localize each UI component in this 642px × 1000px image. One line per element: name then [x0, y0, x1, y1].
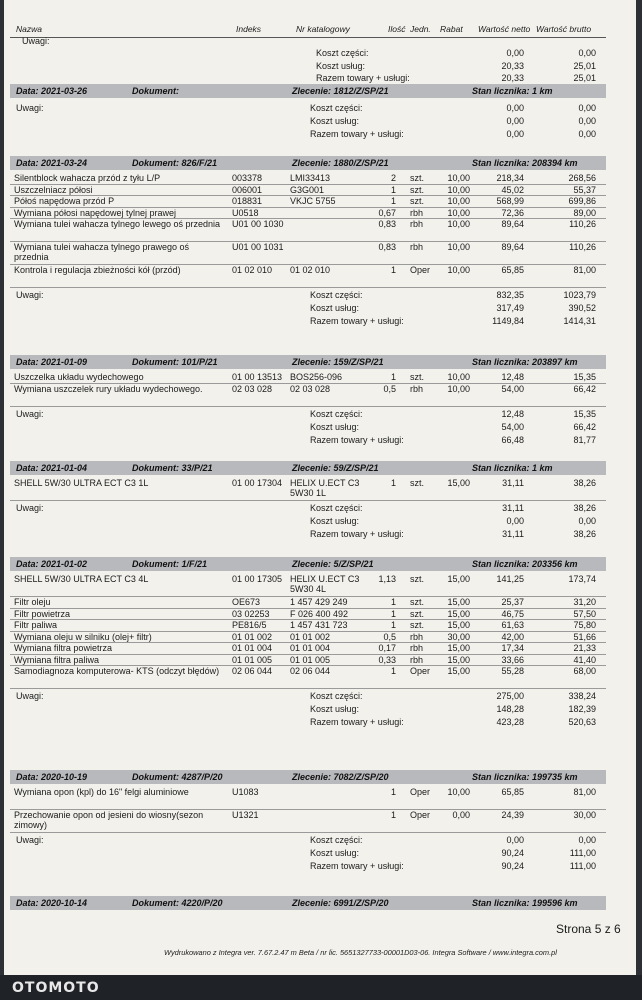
row-gross: 38,26 — [573, 478, 596, 488]
row-unit: szt. — [410, 574, 425, 584]
row-discount: 15,00 — [447, 574, 470, 584]
row-net: 89,64 — [501, 242, 524, 252]
total-gross: 390,52 — [568, 303, 596, 313]
uwagi-label: Uwagi: — [22, 36, 50, 46]
row-unit: rbh — [410, 207, 424, 218]
row-rule — [10, 688, 606, 689]
row-qty: 1 — [390, 608, 396, 619]
row-qty: 1 — [390, 666, 396, 676]
row-index: 01 01 005 — [232, 654, 273, 665]
row-index: 018831 — [232, 196, 263, 206]
header-col-unit: Jedn. — [410, 24, 431, 34]
row-rule — [10, 406, 606, 407]
total-label: Koszt usług: — [310, 116, 360, 126]
total-gross: 38,26 — [573, 529, 596, 539]
total-label: Koszt części: — [310, 290, 363, 300]
row-unit: szt. — [410, 608, 425, 619]
row-discount: 15,00 — [447, 478, 470, 488]
header-col-net: Wartość netto — [478, 24, 531, 34]
total-label: Razem towary + usługi: — [316, 73, 410, 83]
row-catalog: F 026 400 492 — [290, 608, 349, 619]
row-discount: 10,00 — [447, 219, 470, 229]
section-order: Zlecenie: 6991/Z/SP/20 — [292, 898, 389, 908]
row-index: U1083 — [232, 787, 259, 797]
row-gross: 89,00 — [573, 207, 596, 218]
row-net: 17,34 — [501, 643, 524, 653]
total-net: 90,24 — [501, 861, 524, 871]
row-discount: 10,00 — [447, 184, 470, 195]
row-net: 24,39 — [501, 810, 524, 820]
page-number: Strona 5 z 6 — [556, 922, 621, 936]
row-name: Wymiana tulei wahacza tylnego lewego oś przednia — [14, 219, 221, 229]
total-label: Razem towary + usługi: — [310, 434, 404, 445]
row-net: 33,66 — [501, 654, 524, 665]
row-gross: 66,42 — [573, 383, 596, 394]
total-net: 423,28 — [496, 717, 524, 727]
row-qty: 0,17 — [378, 643, 396, 653]
row-name: Wymiana opon (kpl) do 16" felgi aluminiowe — [14, 787, 189, 797]
row-net: 54,00 — [501, 383, 524, 394]
row-name: Kontrola i regulacja zbieżności kół (przód) — [14, 265, 181, 275]
row-qty: 0,33 — [378, 654, 396, 665]
row-index: 01 01 002 — [232, 631, 273, 642]
total-net: 0,00 — [506, 516, 524, 526]
uwagi-label: Uwagi: — [16, 503, 44, 513]
row-catalog: 01 01 002 — [290, 631, 331, 642]
total-label: Koszt części: — [310, 835, 363, 845]
total-gross: 1414,31 — [563, 316, 596, 326]
section-date: Data: 2020-10-14 — [16, 898, 88, 908]
row-net: 568,99 — [496, 196, 524, 206]
row-gross: 110,26 — [569, 219, 596, 229]
row-net: 46,75 — [501, 608, 524, 619]
row-unit: rbh — [410, 383, 424, 394]
row-qty: 0,5 — [383, 631, 396, 642]
row-qty: 1,13 — [378, 574, 396, 584]
total-net: 0,00 — [506, 116, 524, 126]
row-gross: 268,56 — [568, 173, 596, 183]
section-meter: Stan licznika: 1 km — [472, 463, 553, 473]
total-gross: 0,00 — [578, 129, 596, 139]
total-label: Koszt części: — [310, 503, 363, 513]
row-net: 218,34 — [496, 173, 524, 183]
total-gross: 0,00 — [578, 103, 596, 113]
row-discount: 10,00 — [447, 196, 470, 206]
row-name: Silentblock wahacza przód z tyłu L/P — [14, 173, 161, 183]
row-unit: Oper — [410, 810, 431, 820]
row-index: 02 06 044 — [232, 666, 273, 676]
total-gross: 0,00 — [578, 48, 596, 58]
row-unit: szt. — [410, 372, 425, 382]
total-gross: 0,00 — [578, 516, 596, 526]
section-meter: Stan licznika: 203897 km — [472, 357, 578, 367]
total-gross: 520,63 — [568, 717, 596, 727]
row-discount: 10,00 — [447, 242, 470, 252]
row-name: Przechowanie opon od jesieni do wiosny(sezon zimowy) — [14, 810, 204, 830]
row-name: Wymiana filtra powietrza — [14, 643, 112, 653]
header-col-catalog: Nr katalogowy — [296, 24, 350, 34]
total-net: 20,33 — [501, 60, 524, 71]
row-unit: Oper — [410, 666, 431, 676]
section-header — [10, 84, 606, 98]
row-unit: Oper — [410, 265, 431, 275]
row-discount: 15,00 — [447, 654, 470, 665]
row-net: 72,36 — [501, 207, 524, 218]
row-gross: 30,00 — [573, 810, 596, 820]
total-net: 317,49 — [496, 303, 524, 313]
header-col-discount: Rabat — [440, 24, 463, 34]
total-net: 20,33 — [501, 73, 524, 83]
row-rule — [10, 832, 606, 833]
section-date: Data: 2021-01-04 — [16, 463, 88, 473]
row-index: U0518 — [232, 207, 259, 218]
row-index: OE673 — [232, 597, 261, 607]
row-qty: 1 — [390, 265, 396, 275]
row-net: 65,85 — [501, 265, 524, 275]
row-net: 12,48 — [501, 372, 524, 382]
row-gross: 68,00 — [573, 666, 596, 676]
row-gross: 55,37 — [573, 184, 596, 195]
section-header — [10, 461, 606, 475]
total-label: Koszt części: — [310, 408, 363, 419]
row-qty: 0,83 — [378, 219, 396, 229]
total-gross: 0,00 — [578, 835, 596, 845]
row-name: Wymiana uszczelek rury układu wydechowego. — [14, 383, 203, 394]
row-index: 01 00 17305 — [232, 574, 283, 584]
section-order: Zlecenie: 1880/Z/SP/21 — [292, 158, 389, 168]
uwagi-label: Uwagi: — [16, 408, 44, 419]
row-index: 003378 — [232, 173, 263, 183]
row-qty: 1 — [390, 196, 396, 206]
total-net: 90,24 — [501, 848, 524, 858]
section-date: Data: 2021-03-26 — [16, 86, 88, 96]
total-gross: 15,35 — [573, 408, 596, 419]
total-net: 0,00 — [506, 103, 524, 113]
row-net: 31,11 — [502, 478, 524, 488]
row-index: 01 00 13513 — [232, 372, 283, 382]
uwagi-label: Uwagi: — [16, 290, 44, 300]
total-gross: 111,00 — [569, 861, 596, 871]
row-gross: 31,20 — [573, 597, 596, 607]
row-gross: 81,00 — [573, 787, 596, 797]
row-catalog: VKJC 5755 — [290, 196, 336, 206]
section-document: Dokument: 4220/P/20 — [132, 898, 223, 908]
section-order: Zlecenie: 159/Z/SP/21 — [292, 357, 384, 367]
row-gross: 110,26 — [569, 242, 596, 252]
row-gross: 57,50 — [573, 608, 596, 619]
total-net: 0,00 — [506, 48, 524, 58]
total-label: Koszt usług: — [316, 60, 366, 71]
section-date: Data: 2021-03-24 — [16, 158, 88, 168]
total-gross: 25,01 — [573, 73, 596, 83]
row-rule — [10, 287, 606, 288]
total-gross: 111,00 — [569, 848, 596, 858]
row-unit: Oper — [410, 787, 431, 797]
row-qty: 1 — [390, 478, 396, 488]
total-gross: 38,26 — [573, 503, 596, 513]
row-catalog: HELIX U.ECT C3 5W30 1L — [290, 478, 360, 498]
row-name: SHELL 5W/30 ULTRA ECT C3 4L — [14, 574, 149, 584]
section-order: Zlecenie: 59/Z/SP/21 — [292, 463, 379, 473]
total-gross: 182,39 — [568, 704, 596, 714]
total-gross: 1023,79 — [563, 290, 596, 300]
section-order: Zlecenie: 1812/Z/SP/21 — [292, 86, 389, 96]
section-document: Dokument: 33/P/21 — [132, 463, 213, 473]
row-unit: szt. — [410, 184, 425, 195]
total-label: Razem towary + usługi: — [310, 129, 404, 139]
total-label: Koszt usług: — [310, 421, 360, 432]
row-name: Półoś napędowa przód P — [14, 196, 115, 206]
section-meter: Stan licznika: 199596 km — [472, 898, 578, 908]
section-meter: Stan licznika: 199735 km — [472, 772, 578, 782]
row-discount: 10,00 — [447, 787, 470, 797]
row-catalog: 02 03 028 — [290, 383, 331, 394]
total-net: 12,48 — [501, 408, 524, 419]
row-catalog: 01 01 005 — [290, 654, 331, 665]
total-gross: 0,00 — [578, 116, 596, 126]
section-meter: Stan licznika: 1 km — [472, 86, 553, 96]
section-header — [10, 770, 606, 784]
row-qty: 0,67 — [378, 207, 396, 218]
header-rule — [10, 37, 606, 38]
total-net: 1149,84 — [492, 316, 524, 326]
row-catalog: 1 457 429 249 — [290, 597, 348, 607]
uwagi-label: Uwagi: — [16, 103, 44, 113]
row-name: Wymiana oleju w silniku (olej+ filtr) — [14, 631, 152, 642]
row-gross: 51,66 — [573, 631, 596, 642]
total-net: 0,00 — [506, 835, 524, 845]
row-gross: 699,86 — [568, 196, 596, 206]
total-label: Razem towary + usługi: — [310, 316, 404, 326]
row-index: U01 00 1031 — [232, 242, 284, 252]
row-index: 01 02 010 — [232, 265, 273, 275]
row-discount: 10,00 — [447, 383, 470, 394]
row-index: 02 03 028 — [232, 383, 273, 394]
total-label: Koszt części: — [316, 48, 369, 58]
row-unit: szt. — [410, 173, 425, 183]
row-discount: 15,00 — [447, 643, 470, 653]
total-net: 832,35 — [496, 290, 524, 300]
row-catalog: HELIX U.ECT C3 5W30 4L — [290, 574, 360, 594]
total-net: 275,00 — [496, 691, 524, 701]
row-discount: 10,00 — [447, 207, 470, 218]
otomoto-logo: OTOMOTO — [12, 980, 100, 996]
row-index: 01 01 004 — [232, 643, 273, 653]
section-document: Dokument: 826/F/21 — [132, 158, 218, 168]
row-name: Wymiana półosi napędowej tylnej prawej — [14, 207, 177, 218]
total-label: Koszt usług: — [310, 848, 360, 858]
row-unit: szt. — [410, 597, 425, 607]
row-index: U1321 — [232, 810, 259, 820]
section-header — [10, 896, 606, 910]
total-gross: 66,42 — [573, 421, 596, 432]
row-rule — [10, 500, 606, 501]
row-gross: 81,00 — [573, 265, 596, 275]
row-catalog: 01 02 010 — [290, 265, 331, 275]
print-footer: Wydrukowano z Integra ver. 7.67.2.47 m Beta / nr lic. 5651327733-00001D03-06. Integra Software / www.integra.com.pl — [164, 948, 557, 957]
header-col-qty: Ilość — [388, 24, 406, 34]
section-document: Dokument: 101/P/21 — [132, 357, 218, 367]
row-unit: rbh — [410, 643, 424, 653]
row-index: PE816/5 — [232, 620, 267, 630]
header-col-name: Nazwa — [16, 24, 42, 34]
total-label: Koszt części: — [310, 691, 363, 701]
header-col-gross: Wartość brutto — [536, 24, 592, 34]
section-order: Zlecenie: 5/Z/SP/21 — [292, 559, 374, 569]
row-index: 006001 — [232, 184, 263, 195]
row-name: Samodiagnoza komputerowa- KTS (odczyt błędów) — [14, 666, 220, 676]
row-net: 55,28 — [501, 666, 524, 676]
row-net: 42,00 — [501, 631, 524, 642]
row-unit: rbh — [410, 631, 424, 642]
total-label: Razem towary + usługi: — [310, 861, 404, 871]
row-unit: szt. — [410, 196, 425, 206]
section-document: Dokument: 1/F/21 — [132, 559, 208, 569]
row-gross: 75,80 — [573, 620, 596, 630]
section-date: Data: 2020-10-19 — [16, 772, 88, 782]
total-gross: 25,01 — [573, 60, 596, 71]
row-net: 65,85 — [501, 787, 524, 797]
row-unit: rbh — [410, 242, 424, 252]
section-order: Zlecenie: 7082/Z/SP/20 — [292, 772, 389, 782]
row-name: Wymiana filtra paliwa — [14, 654, 99, 665]
document-page — [4, 0, 636, 975]
row-catalog: BOS256-096 — [290, 372, 343, 382]
row-qty: 1 — [390, 372, 396, 382]
total-net: 0,00 — [506, 129, 524, 139]
row-catalog: G3G001 — [290, 184, 325, 195]
total-gross: 338,24 — [568, 691, 596, 701]
row-catalog: LMI33413 — [290, 173, 331, 183]
row-index: 03 02253 — [232, 608, 270, 619]
row-name: Wymiana tulei wahacza tylnego prawego oś przednia — [14, 242, 190, 262]
row-qty: 1 — [390, 620, 396, 630]
total-net: 31,11 — [502, 503, 524, 513]
row-unit: szt. — [410, 620, 425, 630]
uwagi-label: Uwagi: — [16, 835, 44, 845]
section-header — [10, 355, 606, 369]
row-discount: 15,00 — [447, 597, 470, 607]
total-net: 148,28 — [496, 704, 524, 714]
section-header — [10, 557, 606, 571]
row-gross: 41,40 — [573, 654, 596, 665]
total-label: Koszt usług: — [310, 704, 360, 714]
total-label: Razem towary + usługi: — [310, 529, 404, 539]
row-unit: rbh — [410, 219, 424, 229]
row-catalog: 02 06 044 — [290, 666, 331, 676]
row-gross: 173,74 — [568, 574, 596, 584]
uwagi-label: Uwagi: — [16, 691, 44, 701]
row-net: 141,25 — [496, 574, 524, 584]
section-date: Data: 2021-01-09 — [16, 357, 88, 367]
row-qty: 1 — [390, 810, 396, 820]
row-discount: 10,00 — [447, 372, 470, 382]
row-name: SHELL 5W/30 ULTRA ECT C3 1L — [14, 478, 149, 488]
row-qty: 0,5 — [383, 383, 396, 394]
row-discount: 15,00 — [447, 620, 470, 630]
row-qty: 1 — [390, 597, 396, 607]
total-label: Koszt części: — [310, 103, 363, 113]
row-name: Filtr paliwa — [14, 620, 58, 630]
row-net: 25,37 — [501, 597, 524, 607]
header-col-index: Indeks — [236, 24, 262, 34]
row-unit: rbh — [410, 654, 424, 665]
row-discount: 10,00 — [447, 265, 470, 275]
row-index: 01 00 17304 — [232, 478, 283, 488]
row-discount: 10,00 — [447, 173, 470, 183]
total-net: 31,11 — [502, 529, 524, 539]
total-gross: 81,77 — [573, 434, 596, 445]
total-label: Koszt usług: — [310, 303, 360, 313]
row-net: 89,64 — [501, 219, 524, 229]
row-catalog: 01 01 004 — [290, 643, 331, 653]
row-qty: 2 — [390, 173, 396, 183]
row-index: U01 00 1030 — [232, 219, 284, 229]
section-header — [10, 156, 606, 170]
row-qty: 1 — [390, 184, 396, 195]
row-qty: 0,83 — [378, 242, 396, 252]
row-name: Filtr oleju — [14, 597, 51, 607]
row-discount: 15,00 — [447, 666, 470, 676]
row-name: Uszczelniacz półosi — [14, 184, 93, 195]
row-name: Uszczelka układu wydechowego — [14, 372, 144, 382]
row-discount: 30,00 — [447, 631, 470, 642]
section-document: Dokument: 4287/P/20 — [132, 772, 223, 782]
row-unit: szt. — [410, 478, 425, 488]
section-document: Dokument: — [132, 86, 179, 96]
total-label: Razem towary + usługi: — [310, 717, 404, 727]
section-meter: Stan licznika: 208394 km — [472, 158, 578, 168]
total-net: 66,48 — [501, 434, 524, 445]
row-catalog: 1 457 431 723 — [290, 620, 348, 630]
total-net: 54,00 — [501, 421, 524, 432]
row-discount: 15,00 — [447, 608, 470, 619]
section-meter: Stan licznika: 203356 km — [472, 559, 578, 569]
section-date: Data: 2021-01-02 — [16, 559, 88, 569]
row-net: 45,02 — [501, 184, 524, 195]
total-label: Koszt usług: — [310, 516, 360, 526]
row-name: Filtr powietrza — [14, 608, 71, 619]
row-qty: 1 — [390, 787, 396, 797]
row-gross: 15,35 — [573, 372, 596, 382]
row-gross: 21,33 — [573, 643, 596, 653]
row-net: 61,63 — [501, 620, 524, 630]
row-discount: 0,00 — [452, 810, 470, 820]
